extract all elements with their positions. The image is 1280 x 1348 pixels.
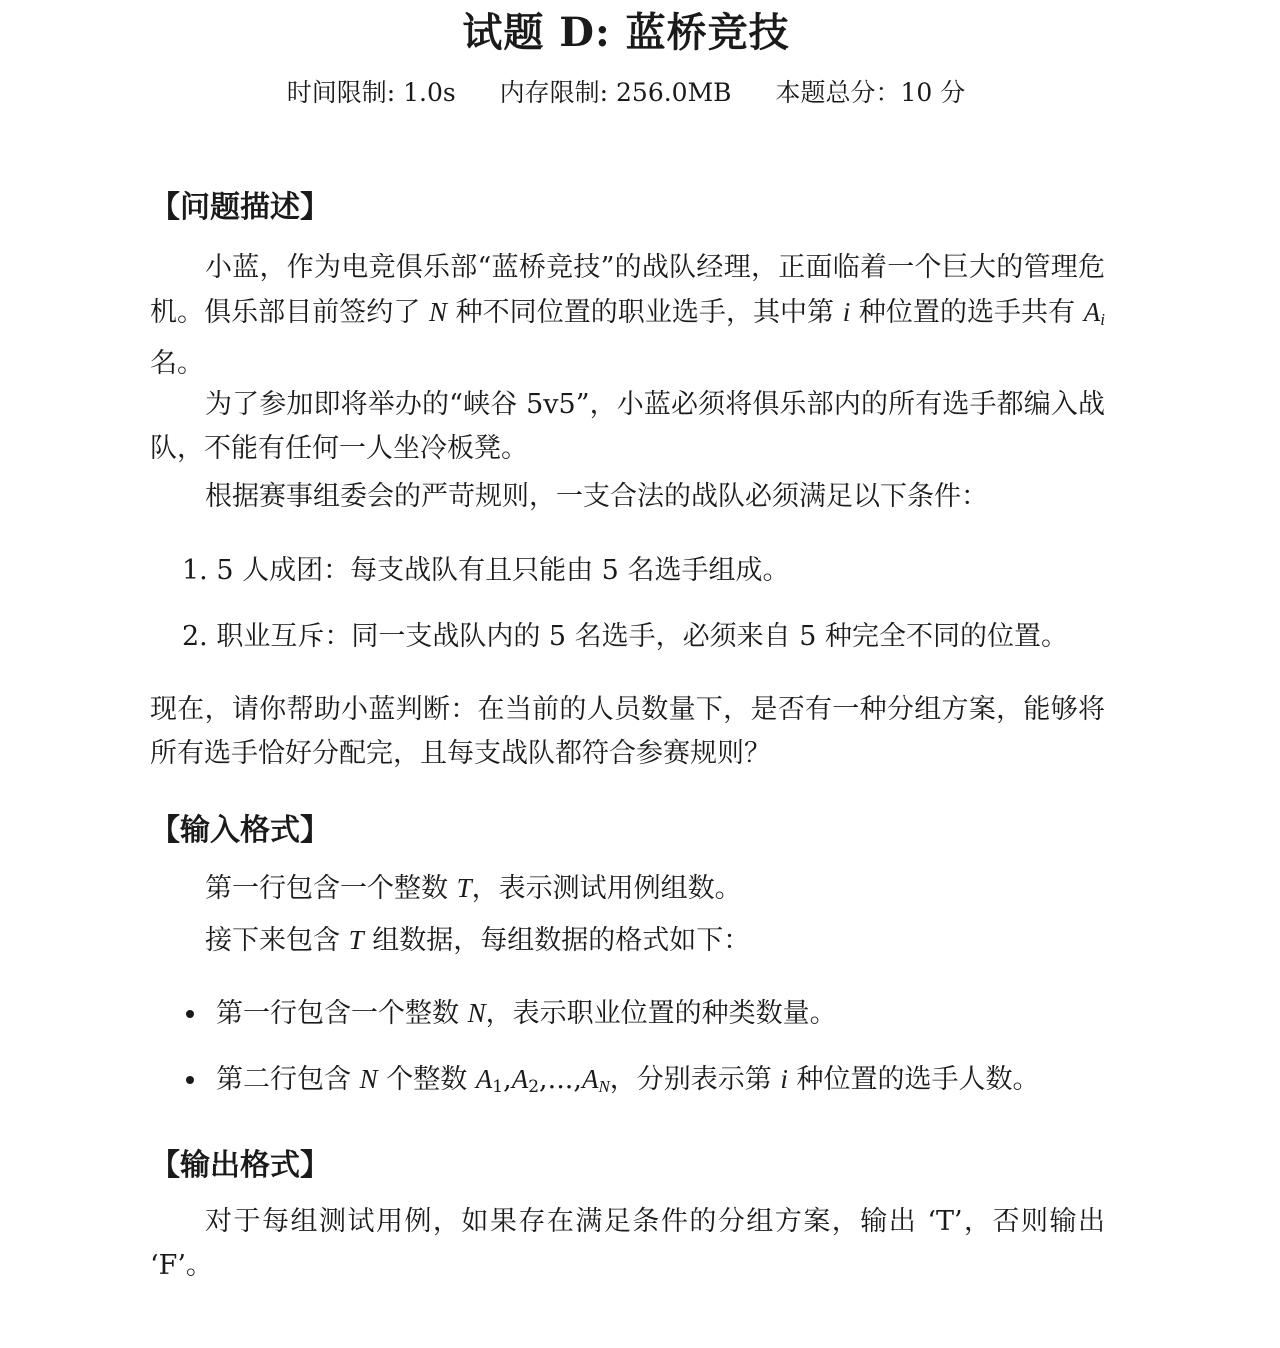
input-paragraph-1: 第一行包含一个整数 T，表示测试用例组数。: [205, 873, 742, 904]
bullet-1: [186, 1010, 194, 1018]
problem-paragraph-1: 小蓝，作为电竞俱乐部“蓝桥竞技”的战队经理，正面临着一个巨大的管理危机。俱乐部目前签约了 N 种不同位置的职业选手，其中第 i 种位置的选手共有 $A_i$ 名。: [150, 252, 1105, 379]
problem-paragraph-4: 现在，请你帮助小蓝判断：在当前的人员数量下，是否有一种分组方案，能够将所有选手恰好分配完，且每支战队都符合参赛规则？: [150, 694, 1105, 769]
problem-paragraph-2: 为了参加即将举办的“峡谷 5v5”，小蓝必须将俱乐部内的所有选手都编入战队，不能有任何一人坐冷板凳。: [150, 389, 1105, 464]
problem-paragraph-3: 根据赛事组委会的严苛规则，一支合法的战队必须满足以下条件：: [205, 481, 988, 512]
input-paragraph-2: 接下来包含 T 组数据，每组数据的格式如下：: [205, 925, 751, 956]
problem-meta: [0, 76, 1252, 110]
problem-description-heading: 【问题描述】: [150, 190, 330, 225]
problem-title: 试题 D: 蓝桥竞技: [462, 9, 790, 56]
rule-item-2: 2. 职业互斥：同一支战队内的 5 名选手，必须来自 5 种完全不同的位置。: [182, 621, 1069, 652]
input-bullet-2: 第二行包含 N 个整数 $A_1,A_2,...,A_N$，分别表示第 i 种位置的选手人数。: [216, 1064, 1040, 1097]
bullet-2: [186, 1076, 194, 1084]
total-score: 本题总分：10 分: [775, 78, 966, 107]
memory-limit: 内存限制: 256.0MB: [499, 78, 732, 107]
output-format-heading: 【输出格式】: [150, 1148, 330, 1183]
input-format-heading: 【输入格式】: [150, 813, 330, 848]
output-paragraph-1: 对于每组测试用例，如果存在满足条件的分组方案，输出 ‘T’，否则输出 ‘F’。: [150, 1206, 1105, 1281]
rule-item-1: 1. 5 人成团：每支战队有且只能由 5 名选手组成。: [182, 555, 790, 586]
input-bullet-1: 第一行包含一个整数 N，表示职业位置的种类数量。: [216, 998, 837, 1029]
time-limit: 时间限制: 1.0s: [286, 78, 456, 107]
